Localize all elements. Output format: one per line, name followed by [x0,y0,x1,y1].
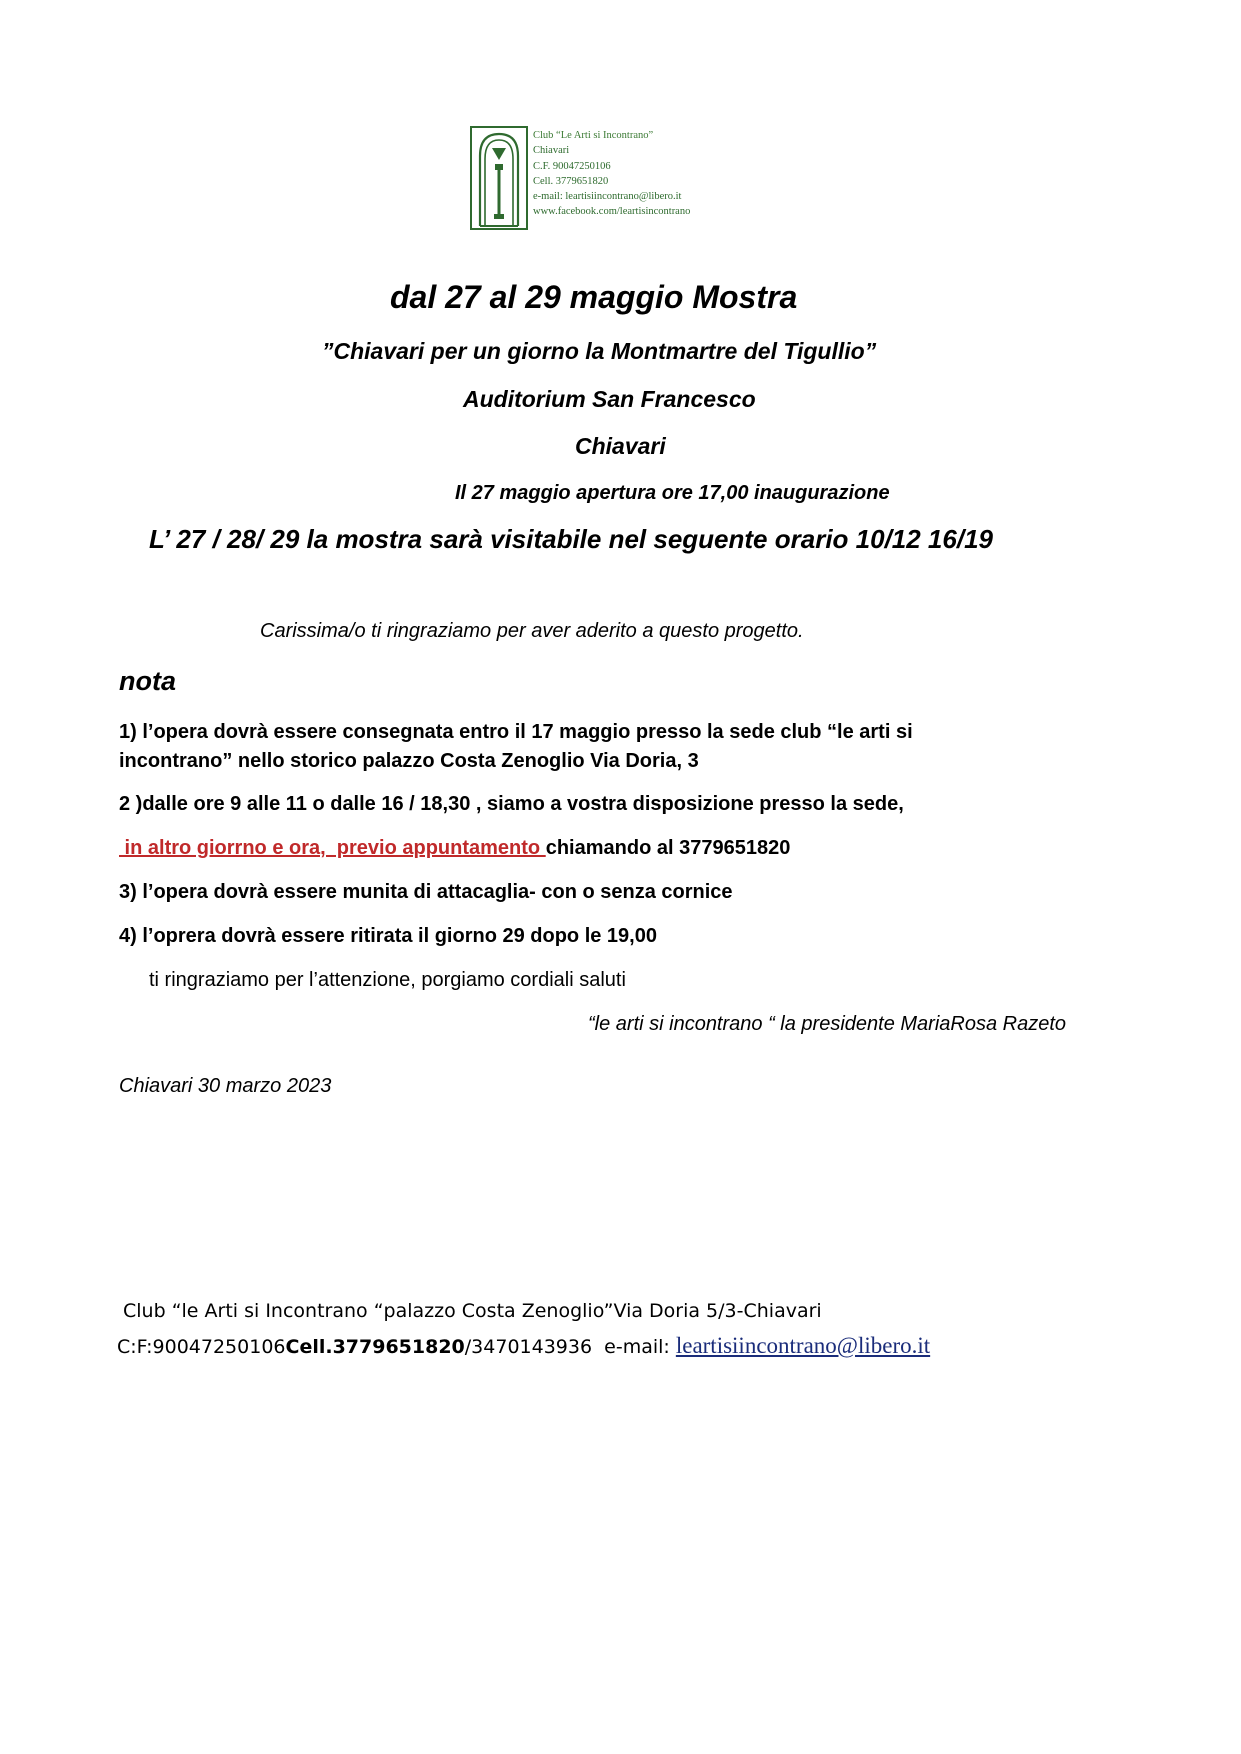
note-item-4: 4) l’oprera dovrà essere ritirata il giorno 29 dopo le 19,00 [119,925,657,947]
note-item-1-line-2: incontrano” nello storico palazzo Costa Zenoglio Via Doria, 3 [119,750,699,772]
logo-line: Cell. 3779651820 [533,175,609,187]
footer-phone: /3470143936 e-mail: [464,1336,676,1358]
signature-text: “le arti si incontrano “ la presidente MariaRosa Razeto [588,1013,1066,1035]
logo-line: Chiavari [533,145,570,157]
appointment-link[interactable]: in altro giorrno e ora, previo appuntamento [119,837,546,859]
footer-cf: C:F:90047250106 [117,1336,286,1358]
footer-contacts [117,1333,930,1359]
note-item-1-line-1: 1) l’opera dovrà essere consegnata entro il 17 maggio presso la sede club “le arti si [119,721,913,743]
arch-logo-icon [470,126,528,230]
note-item-3: 3) l’opera dovrà essere munita di attacaglia- con o senza cornice [119,881,733,903]
phone-text: chiamando al 3779651820 [545,837,791,859]
event-title: dal 27 al 29 maggio Mostra [390,279,798,315]
nota-heading: nota [119,666,176,696]
note-item-2-line-2 [119,837,790,860]
logo-text [533,128,690,220]
logo-line: C.F. 90047250106 [533,160,611,172]
logo-line: www.facebook.com/leartisincontrano [533,206,691,218]
footer-cell: Cell.3779651820 [285,1336,465,1358]
club-logo [470,126,695,232]
logo-line: e-mail: leartisiincontrano@libero.it [533,191,682,203]
document-date: Chiavari 30 marzo 2023 [119,1075,332,1097]
greeting-text: Carissima/o ti ringraziamo per aver aderito a questo progetto. [260,620,804,642]
logo-line: Club “Le Arti si Incontrano” [533,130,654,141]
event-venue: Auditorium San Francesco [463,386,756,412]
footer-email-link[interactable]: leartisiincontrano@libero.it [675,1333,931,1358]
note-item-2-line-1: 2 )dalle ore 9 alle 11 o dalle 16 / 18,30 , siamo a vostra disposizione presso la sede, [119,793,904,815]
event-city: Chiavari [575,433,666,459]
opening-info: Il 27 maggio apertura ore 17,00 inaugurazione [455,482,890,504]
thanks-text: ti ringraziamo per l’attenzione, porgiamo cordiali saluti [149,969,626,991]
footer-address: Club “le Arti si Incontrano “palazzo Costa Zenoglio”Via Doria 5/3-Chiavari [123,1300,822,1322]
event-subtitle: ”Chiavari per un giorno la Montmartre del Tigullio” [322,338,877,364]
visiting-hours: L’ 27 / 28/ 29 la mostra sarà visitabile nel seguente orario 10/12 16/19 [149,524,993,554]
